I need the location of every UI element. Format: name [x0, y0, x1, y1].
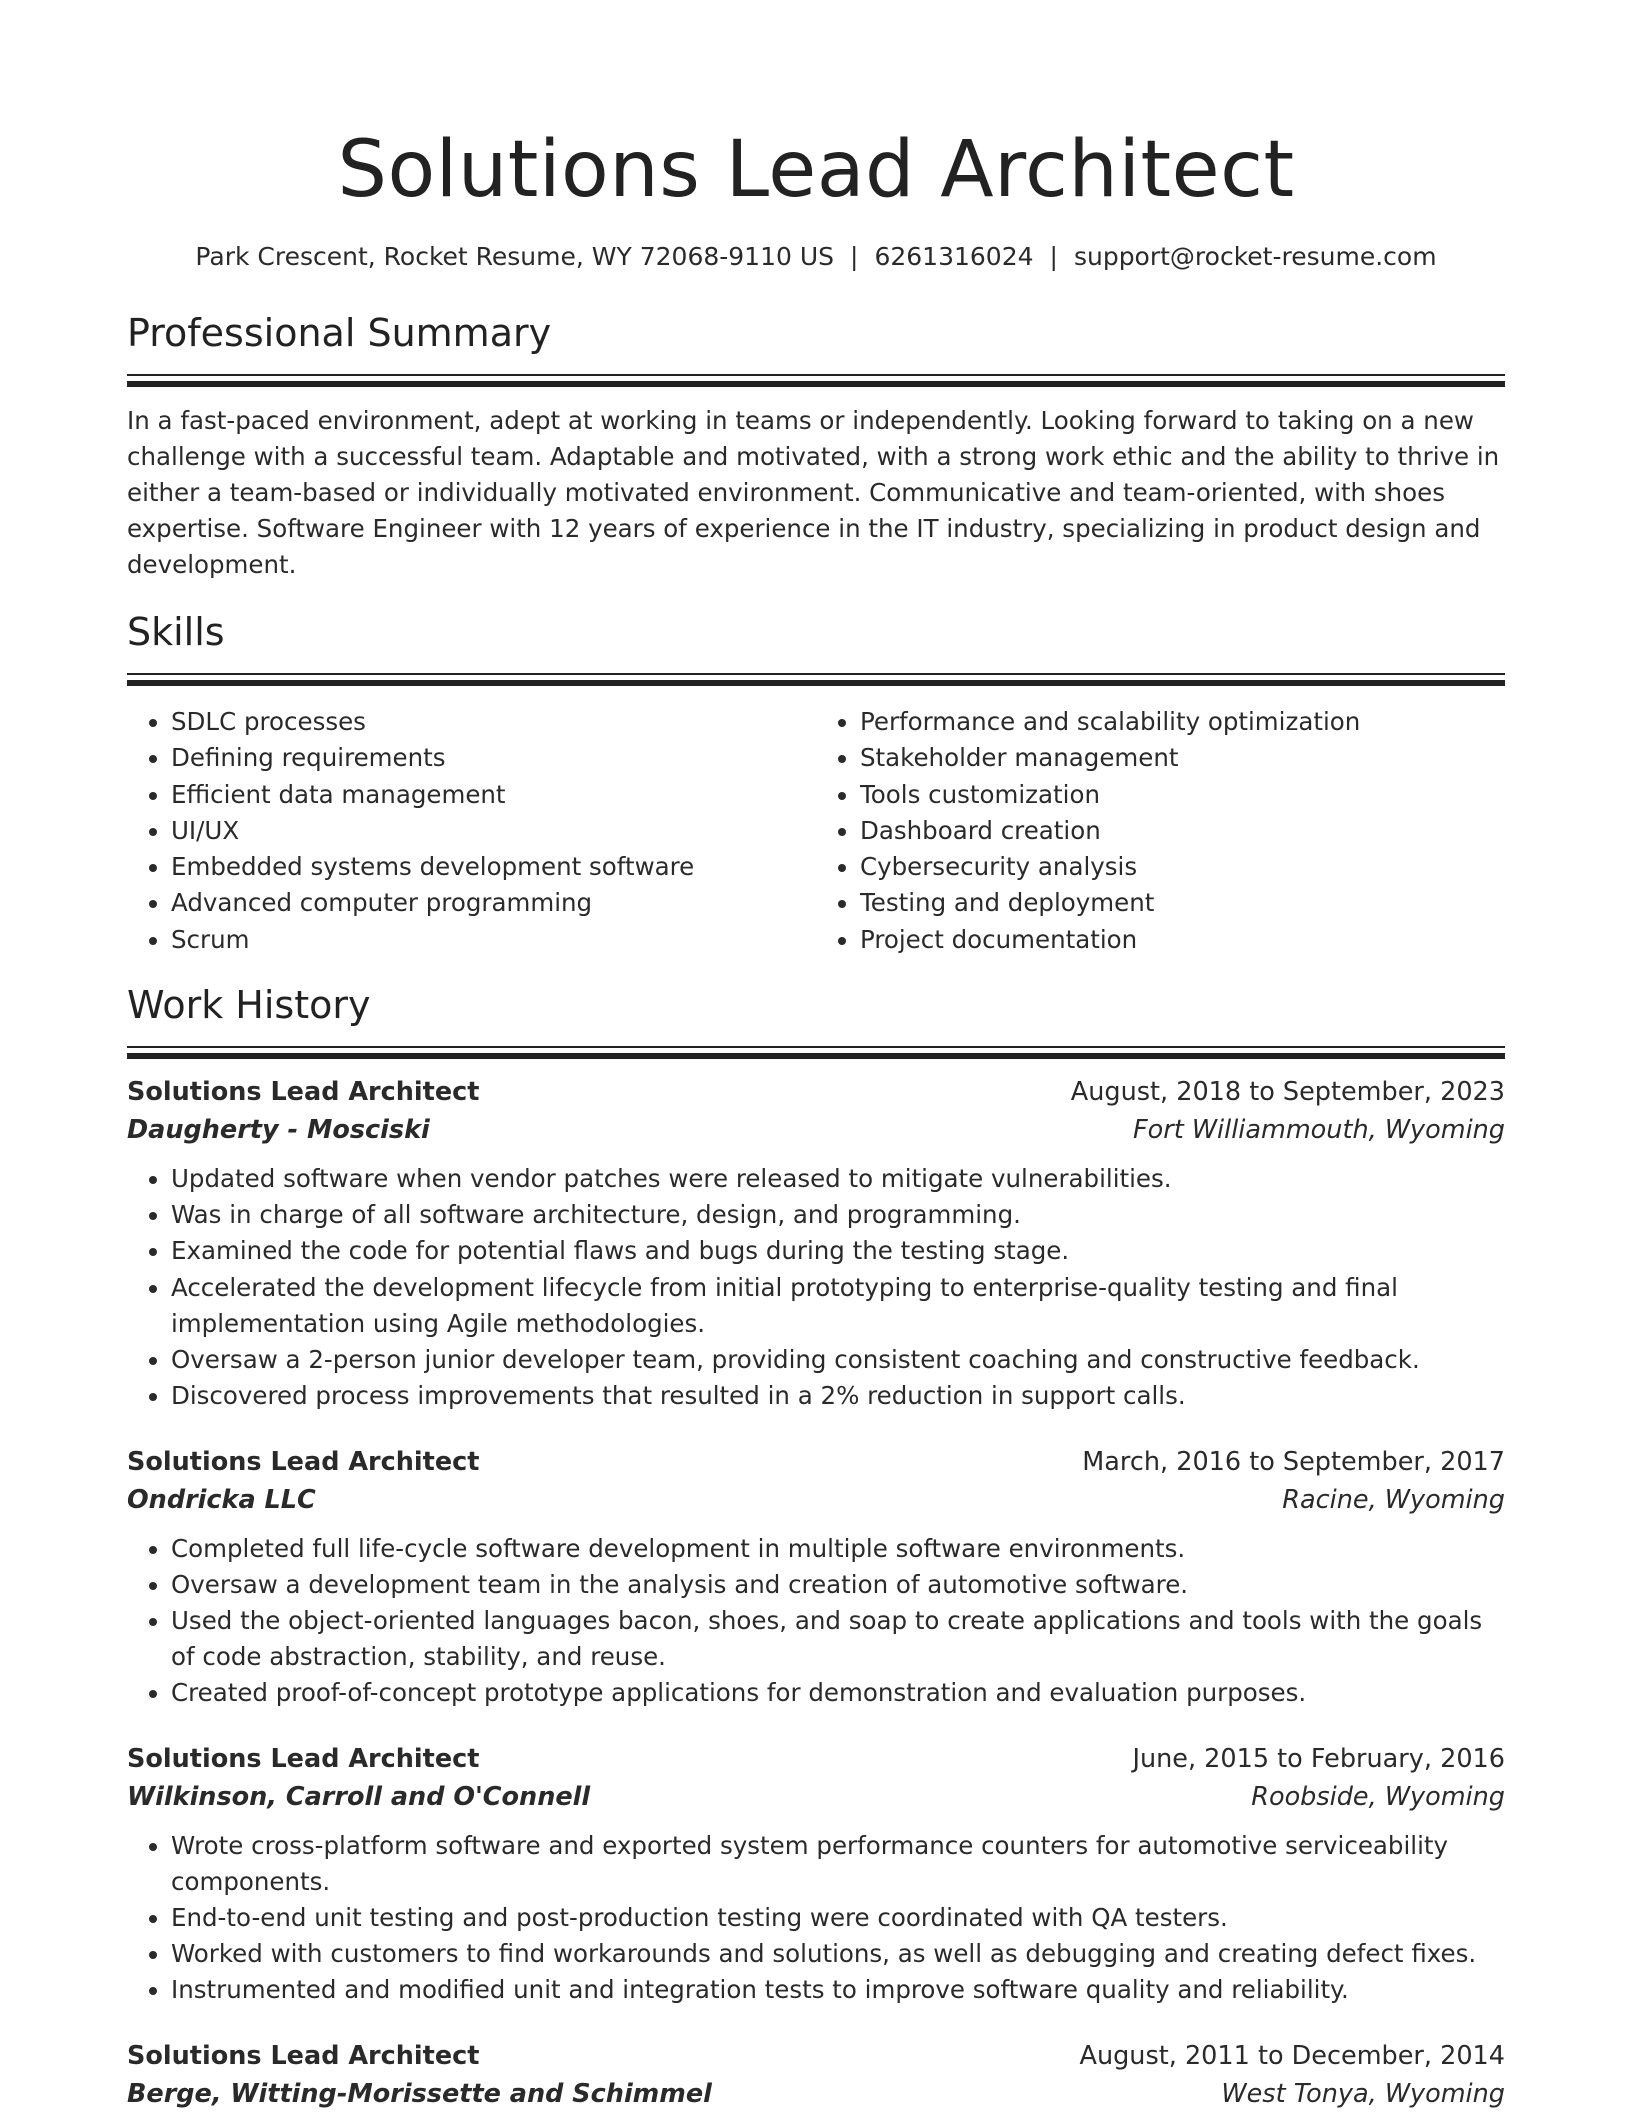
work-history-title: Work History [127, 983, 371, 1028]
job-bullet: • Oversaw a development team in the analysis and creation of automotive software. [171, 1567, 1505, 1603]
job-location: Roobside, Wyoming [1251, 1781, 1505, 1812]
job-entry [127, 2037, 1505, 2113]
job-company: Ondricka LLC [127, 1484, 316, 1515]
job-bullet: • Completed full life-cycle software development in multiple software environments. [171, 1531, 1505, 1567]
skill-item: • Performance and scalability optimization [860, 704, 1505, 740]
job-entry [127, 1740, 1505, 2009]
job-title: Solutions Lead Architect [127, 1077, 480, 1108]
skill-item: • Defining requirements [171, 740, 816, 776]
job-bullets [127, 1828, 1505, 2009]
job-bullet: • Created proof-of-concept prototype applications for demonstration and evaluation purposes. [171, 1675, 1505, 1711]
skill-item: • Project documentation [860, 922, 1505, 958]
contact-email: support@rocket-resume.com [1073, 242, 1437, 271]
job-bullet: • Updated software when vendor patches were released to mitigate vulnerabilities. [171, 1161, 1505, 1197]
job-header [127, 1740, 1505, 1778]
job-entry [127, 1443, 1505, 1712]
job-header [127, 2037, 1505, 2075]
skill-item: • SDLC processes [171, 704, 816, 740]
job-subheader [127, 2075, 1505, 2113]
skill-item: • Testing and deployment [860, 885, 1505, 921]
section-divider [127, 1046, 1505, 1059]
skill-item: • UI/UX [171, 813, 816, 849]
contact-separator: | [850, 242, 859, 271]
skill-item: • Scrum [171, 922, 816, 958]
skills-column-right [816, 704, 1505, 958]
skills-title: Skills [127, 610, 225, 654]
job-company: Daugherty - Mosciski [127, 1115, 430, 1146]
skills-column-left [127, 704, 816, 958]
job-title: Solutions Lead Architect [127, 1743, 480, 1774]
skill-item: • Dashboard creation [860, 813, 1505, 849]
job-bullets [127, 1161, 1505, 1414]
skill-item: • Stakeholder management [860, 740, 1505, 776]
job-bullet: • Instrumented and modified unit and integration tests to improve software quality and reliability. [171, 1972, 1505, 2008]
job-bullet: • End-to-end unit testing and post-production testing were coordinated with QA testers. [171, 1900, 1505, 1936]
job-bullet: • Was in charge of all software architecture, design, and programming. [171, 1197, 1505, 1233]
skills-section [127, 607, 1505, 958]
skill-item: • Cybersecurity analysis [860, 849, 1505, 885]
job-title: Solutions Lead Architect [127, 1446, 480, 1477]
job-bullet: • Used the object-oriented languages bacon, shoes, and soap to create applications and tools with the goals of code abstraction, stability, and reuse. [171, 1603, 1505, 1675]
job-header [127, 1443, 1505, 1481]
job-bullet: • Oversaw a 2-person junior developer team, providing consistent coaching and constructive feedback. [171, 1342, 1505, 1378]
job-company: Wilkinson, Carroll and O'Connell [127, 1781, 591, 1812]
summary-text: In a fast-paced environment, adept at working in teams or independently. Looking forward to taking on a new challenge with a successful team. Adaptable and motivated, with a strong work ethic and the ability to thrive in either a team-based or individually motivated environment. Communicative and team-oriented, with shoes expertise. Software Engineer with 12 years of experience in the IT industry, specializing in product design and development. [127, 406, 1500, 579]
job-bullet: • Examined the code for potential flaws and bugs during the testing stage. [171, 1233, 1505, 1269]
job-location: West Tonya, Wyoming [1221, 2078, 1505, 2109]
job-bullet: • Worked with customers to find workarounds and solutions, as well as debugging and creating defect fixes. [171, 1936, 1505, 1972]
skill-item: • Embedded systems development software [171, 849, 816, 885]
job-dates: March, 2016 to September, 2017 [1082, 1446, 1505, 1477]
skill-item: • Advanced computer programming [171, 885, 816, 921]
job-dates: August, 2011 to December, 2014 [1079, 2040, 1505, 2071]
job-bullets [127, 1531, 1505, 1712]
summary-title: Professional Summary [127, 311, 552, 355]
job-subheader [127, 1778, 1505, 1816]
job-subheader [127, 1481, 1505, 1519]
job-location: Fort Williammouth, Wyoming [1132, 1115, 1505, 1146]
job-bullet: • Accelerated the development lifecycle from initial prototyping to enterprise-quality testing and final implementation using Agile methodologies. [171, 1270, 1505, 1342]
job-dates: August, 2018 to September, 2023 [1070, 1077, 1505, 1108]
skill-item: • Efficient data management [171, 777, 816, 813]
summary-section [127, 308, 1505, 583]
job-bullet: • Wrote cross-platform software and exported system performance counters for automotive serviceability components. [171, 1828, 1505, 1900]
work-history-section [127, 980, 1505, 2112]
contact-phone: 6261316024 [874, 242, 1034, 271]
section-divider [127, 374, 1505, 387]
resume-name: Solutions Lead Architect [337, 125, 1295, 215]
job-bullet: • Discovered process improvements that resulted in a 2% reduction in support calls. [171, 1378, 1505, 1414]
contact-address: Park Crescent, Rocket Resume, WY 72068-9110 US [195, 242, 835, 271]
job-subheader [127, 1111, 1505, 1149]
contact-separator: | [1049, 242, 1058, 271]
job-entry [127, 1073, 1505, 1414]
skills-list [127, 704, 1505, 958]
section-divider [127, 673, 1505, 686]
skill-item: • Tools customization [860, 777, 1505, 813]
job-company: Berge, Witting-Morissette and Schimmel [127, 2078, 712, 2109]
job-location: Racine, Wyoming [1282, 1484, 1505, 1515]
job-header [127, 1073, 1505, 1111]
job-title: Solutions Lead Architect [127, 2040, 480, 2071]
job-dates: June, 2015 to February, 2016 [1132, 1743, 1505, 1774]
contact-line [127, 240, 1505, 274]
